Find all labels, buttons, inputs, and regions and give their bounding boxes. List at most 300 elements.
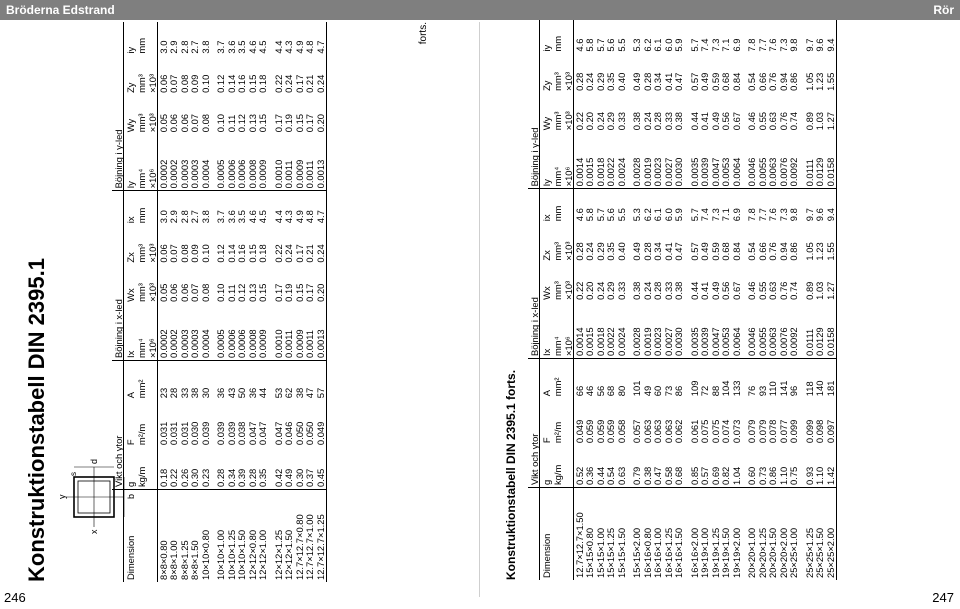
- table-row: [595, 20, 606, 580]
- dimension-cell: 19×19×2.00: [731, 488, 742, 581]
- value-cell: 0.54: [746, 72, 758, 91]
- column-header: ×10⁶: [146, 304, 158, 361]
- dimension-cell: 12×12×0.80: [247, 490, 258, 583]
- value-cell: 73: [663, 359, 674, 399]
- table-row: [284, 22, 295, 582]
- column-header: mm⁴: [135, 338, 147, 359]
- value-cell: 9.4: [825, 20, 836, 54]
- table-row: [585, 20, 596, 580]
- value-cell: 0.0019: [641, 157, 653, 187]
- value-cell: 9.8: [789, 189, 800, 223]
- dimension-cell: 15×15×1.25: [606, 488, 617, 581]
- value-cell: 0.0010: [272, 329, 284, 359]
- table-row: [731, 20, 742, 580]
- column-header: Wy: [540, 116, 552, 131]
- column-header: mm⁴: [551, 166, 563, 187]
- table-row: [700, 20, 711, 580]
- value-cell: 1.23: [814, 242, 826, 261]
- value-cell: 0.08: [199, 283, 211, 302]
- column-header: ×10³: [562, 223, 574, 262]
- value-cell: 0.0039: [699, 157, 711, 187]
- value-cell: 0.24: [283, 74, 295, 93]
- value-cell: 7.8: [746, 38, 758, 52]
- value-cell: 7.4: [699, 38, 711, 52]
- column-header: m²/m: [135, 423, 147, 446]
- value-cell: 0.0030: [673, 157, 685, 187]
- value-cell: 44: [258, 361, 269, 401]
- value-cell: 0.41: [662, 242, 674, 261]
- value-cell: 0.24: [315, 56, 326, 95]
- value-cell: 0.0011: [283, 330, 295, 359]
- value-cell: 0.34: [652, 72, 664, 91]
- value-cell: 0.24: [315, 225, 326, 264]
- value-cell: 6.9: [730, 38, 742, 52]
- dimension-cell: 19×19×1.00: [700, 488, 711, 581]
- group-header: Böjning i y-led: [112, 22, 124, 191]
- value-cell: 0.35: [605, 242, 617, 261]
- value-cell: 0.0002: [157, 159, 169, 189]
- value-cell: 0.28: [652, 281, 664, 300]
- value-cell: 0.55: [756, 111, 768, 131]
- value-cell: 0.84: [730, 242, 742, 261]
- value-cell: 0.76: [777, 111, 789, 131]
- table-row: [237, 22, 248, 582]
- dimension-cell: 10×10×1.50: [237, 490, 248, 583]
- column-header: mm³: [551, 281, 563, 300]
- column-header: ×10³: [146, 265, 158, 304]
- table1-title: Konstruktionstabell DIN 2395.1: [24, 258, 49, 582]
- table-row: [747, 20, 758, 580]
- column-header: g: [124, 481, 136, 487]
- table-row: [226, 22, 237, 582]
- value-cell: 1.05: [803, 72, 815, 91]
- value-cell: 53: [273, 361, 284, 401]
- value-cell: 50: [237, 361, 248, 401]
- value-cell: 0.33: [662, 281, 674, 300]
- value-cell: 0.12: [236, 113, 248, 133]
- value-cell: 0.20: [584, 281, 596, 300]
- value-cell: 0.078: [767, 419, 779, 444]
- value-cell: 0.28: [641, 242, 653, 261]
- value-cell: 0.0002: [168, 329, 180, 359]
- column-header: Dimension: [540, 488, 552, 581]
- table-row: [757, 20, 768, 580]
- column-header: Iy: [124, 181, 136, 189]
- value-cell: 0.29: [605, 281, 617, 300]
- value-cell: 0.35: [257, 468, 269, 487]
- value-cell: 0.22: [573, 281, 585, 300]
- continued-note: forts.: [418, 22, 429, 45]
- column-header: ×10³: [146, 95, 158, 134]
- value-cell: 0.0158: [825, 132, 836, 189]
- table-row: [606, 20, 617, 580]
- value-cell: 0.0011: [304, 330, 316, 359]
- value-cell: 1.27: [825, 263, 836, 302]
- value-cell: 0.15: [257, 283, 269, 302]
- dimension-cell: 8×8×0.80: [158, 490, 169, 583]
- table-row: [663, 20, 674, 580]
- column-header: mm²: [135, 361, 146, 401]
- value-cell: 0.047: [257, 421, 269, 446]
- column-header: mm⁴: [551, 336, 563, 357]
- value-cell: 9.6: [815, 189, 826, 223]
- value-cell: 0.52: [573, 466, 585, 485]
- value-cell: 0.0028: [631, 327, 643, 357]
- dimension-cell: 12×12×1.25: [273, 490, 284, 583]
- value-cell: 1.10: [777, 466, 789, 485]
- value-cell: 7.1: [720, 38, 732, 52]
- value-cell: 0.0018: [594, 157, 606, 187]
- value-cell: 0.0055: [756, 157, 768, 187]
- value-cell: 0.12: [236, 283, 248, 302]
- value-cell: 0.06: [168, 113, 180, 133]
- value-cell: 0.15: [246, 74, 258, 93]
- value-cell: 6.0: [662, 38, 674, 52]
- column-header: A: [124, 361, 136, 401]
- column-header: mm³: [551, 111, 563, 131]
- value-cell: 0.40: [615, 72, 627, 91]
- value-cell: 0.075: [709, 419, 721, 444]
- value-cell: 0.14: [225, 74, 237, 93]
- value-cell: 2.7: [189, 40, 201, 54]
- value-cell: 7.6: [767, 38, 779, 52]
- dimension-cell: 15×15×1.50: [616, 488, 627, 581]
- dimension-cell: 12.7×12.7×0.80: [294, 490, 305, 583]
- value-cell: 0.36: [584, 466, 596, 485]
- value-cell: 0.0015: [584, 327, 596, 357]
- value-cell: 0.84: [730, 72, 742, 91]
- table-row: [642, 20, 653, 580]
- column-header: mm³: [135, 243, 147, 263]
- value-cell: 38: [294, 361, 305, 401]
- value-cell: 0.14: [225, 244, 237, 263]
- value-cell: 0.10: [199, 244, 211, 263]
- value-cell: 4.5: [257, 40, 269, 54]
- dimension-cell: 25×25×2.00: [825, 488, 836, 581]
- value-cell: 33: [179, 361, 190, 401]
- value-cell: 0.0003: [178, 159, 190, 189]
- value-cell: 0.47: [673, 72, 685, 91]
- value-cell: 2.8: [179, 191, 190, 225]
- value-cell: 62: [284, 361, 295, 401]
- table-row: [689, 20, 700, 580]
- value-cell: 38: [190, 361, 201, 401]
- value-cell: 0.079: [756, 419, 768, 444]
- value-cell: 0.0053: [720, 157, 732, 187]
- value-cell: 6.2: [641, 38, 653, 52]
- value-cell: 0.38: [673, 281, 685, 300]
- value-cell: 0.0076: [777, 157, 789, 187]
- value-cell: 0.75: [788, 466, 800, 485]
- value-cell: 3.7: [216, 191, 227, 225]
- value-cell: 0.17: [304, 113, 316, 133]
- value-cell: 0.44: [688, 111, 700, 131]
- value-cell: 0.13: [246, 283, 258, 302]
- group-header: Vikt och ytor: [528, 359, 540, 488]
- value-cell: 0.10: [215, 283, 227, 302]
- table-row: [315, 22, 326, 582]
- value-cell: 0.049: [573, 419, 585, 444]
- value-cell: 0.0129: [814, 157, 826, 187]
- value-cell: 0.16: [236, 244, 248, 263]
- value-cell: 2.7: [190, 191, 201, 225]
- value-cell: 0.44: [688, 281, 700, 300]
- header-blank: [112, 490, 124, 583]
- value-cell: 0.0014: [573, 327, 585, 357]
- column-header: mm³: [551, 241, 563, 261]
- value-cell: 0.21: [304, 244, 316, 263]
- value-cell: 0.031: [168, 421, 180, 446]
- dimension-cell: 25×25×1.50: [815, 488, 826, 581]
- value-cell: 0.19: [283, 113, 295, 133]
- value-cell: 0.22: [272, 244, 284, 263]
- value-cell: 4.3: [283, 40, 295, 54]
- dimension-cell: 12.7×12.7×1.50: [574, 488, 585, 581]
- value-cell: 1.03: [814, 111, 826, 131]
- value-cell: 118: [804, 359, 815, 399]
- value-cell: 49: [642, 359, 653, 399]
- value-cell: 0.0014: [573, 157, 585, 187]
- value-cell: 80: [616, 359, 627, 399]
- value-cell: 3.5: [236, 40, 248, 54]
- dimension-cell: 15×15×0.80: [585, 488, 596, 581]
- value-cell: 0.17: [304, 283, 316, 302]
- value-cell: 0.05: [157, 113, 169, 133]
- value-cell: 56: [595, 359, 606, 399]
- dimension-cell: 8×8×1.25: [179, 490, 190, 583]
- value-cell: 0.20: [584, 111, 596, 131]
- value-cell: 5.7: [689, 189, 700, 223]
- value-cell: 0.0046: [746, 157, 758, 187]
- value-cell: 0.73: [756, 466, 768, 485]
- value-cell: 0.37: [304, 468, 316, 487]
- value-cell: 0.63: [767, 281, 779, 300]
- value-cell: 5.6: [606, 189, 617, 223]
- table-row: [169, 22, 180, 582]
- value-cell: 0.0013: [315, 134, 326, 191]
- value-cell: 0.0035: [688, 157, 700, 187]
- column-header: [551, 488, 562, 581]
- right-page-content: [502, 20, 922, 580]
- value-cell: 0.10: [215, 113, 227, 133]
- value-cell: 4.6: [574, 189, 585, 223]
- value-cell: 0.0046: [746, 327, 758, 357]
- table-row: [200, 22, 211, 582]
- table-row: [258, 22, 269, 582]
- value-cell: 7.4: [700, 189, 711, 223]
- dimension-cell: 8×8×1.50: [190, 490, 201, 583]
- value-cell: 4.3: [284, 191, 295, 225]
- value-cell: 0.059: [594, 419, 606, 444]
- value-cell: 0.24: [641, 281, 653, 300]
- value-cell: 0.21: [304, 74, 316, 93]
- value-cell: 0.15: [246, 244, 258, 263]
- value-cell: 5.6: [605, 38, 617, 52]
- value-cell: 0.039: [225, 421, 237, 446]
- value-cell: 1.23: [814, 72, 826, 91]
- column-header: Wy: [124, 118, 136, 133]
- table-row: [674, 20, 685, 580]
- value-cell: 0.49: [699, 242, 711, 261]
- value-cell: 0.44: [594, 466, 606, 485]
- value-cell: 0.17: [272, 283, 284, 302]
- value-cell: 0.077: [777, 419, 789, 444]
- dimension-cell: 20×20×1.50: [768, 488, 779, 581]
- value-cell: 60: [653, 359, 664, 399]
- left-page-content: [22, 22, 442, 582]
- column-header: Ix: [124, 350, 136, 359]
- value-cell: 5.3: [631, 38, 643, 52]
- value-cell: 0.0006: [236, 159, 248, 189]
- value-cell: 0.050: [304, 421, 316, 446]
- value-cell: 0.030: [189, 421, 201, 446]
- column-header: mm³: [135, 74, 147, 93]
- value-cell: 0.059: [584, 419, 596, 444]
- value-cell: 0.13: [246, 113, 258, 133]
- value-cell: 0.47: [673, 242, 685, 261]
- value-cell: 0.0009: [257, 329, 269, 359]
- dimension-cell: 25×25×1.00: [789, 488, 800, 581]
- value-cell: 0.18: [257, 74, 269, 93]
- value-cell: 0.0013: [315, 304, 326, 361]
- dimension-cell: 19×19×1.50: [721, 488, 732, 581]
- value-cell: 0.60: [746, 466, 758, 485]
- column-header: [562, 20, 574, 54]
- value-cell: 0.22: [573, 111, 585, 131]
- group-header: Vikt och ytor: [112, 361, 124, 490]
- value-cell: 0.28: [215, 468, 227, 487]
- value-cell: 96: [789, 359, 800, 399]
- value-cell: 0.07: [189, 283, 201, 302]
- dimension-cell: 16×16×1.50: [674, 488, 685, 581]
- value-cell: 5.5: [616, 189, 627, 223]
- value-cell: 0.49: [631, 72, 643, 91]
- table-row: [632, 20, 643, 580]
- table-row: [616, 20, 627, 580]
- value-cell: 0.0022: [605, 327, 617, 357]
- value-cell: 0.79: [631, 466, 643, 485]
- figure-label: y: [57, 494, 67, 499]
- table-row: [653, 20, 664, 580]
- value-cell: 0.30: [293, 468, 305, 487]
- value-cell: 0.057: [631, 419, 643, 444]
- value-cell: 0.63: [615, 466, 627, 485]
- value-cell: 0.06: [157, 244, 169, 263]
- table-row: [815, 20, 826, 580]
- value-cell: 0.058: [615, 419, 627, 444]
- value-cell: 0.0055: [756, 327, 768, 357]
- group-header: Böjning i x-led: [528, 189, 540, 359]
- value-cell: 1.04: [730, 466, 742, 485]
- value-cell: 3.8: [200, 191, 211, 225]
- value-cell: 93: [757, 359, 768, 399]
- value-cell: 0.59: [709, 242, 721, 261]
- value-cell: 0.0064: [730, 157, 742, 187]
- value-cell: 0.0028: [631, 157, 643, 187]
- value-cell: 0.079: [746, 419, 758, 444]
- value-cell: 0.08: [178, 74, 190, 93]
- value-cell: 4.8: [304, 40, 316, 54]
- figure-label: x: [89, 529, 99, 534]
- column-header: Wx: [540, 286, 552, 300]
- value-cell: 0.0047: [709, 327, 721, 357]
- value-cell: 0.26: [178, 468, 190, 487]
- value-cell: 0.85: [688, 466, 700, 485]
- value-cell: 5.7: [594, 38, 606, 52]
- column-header: mm²: [551, 359, 562, 399]
- value-cell: 5.9: [674, 189, 685, 223]
- value-cell: 7.3: [710, 189, 721, 223]
- value-cell: 0.68: [720, 72, 732, 91]
- value-cell: 0.35: [605, 72, 617, 91]
- value-cell: 4.9: [294, 191, 305, 225]
- value-cell: 7.3: [709, 38, 721, 52]
- value-cell: 0.15: [257, 113, 269, 133]
- header-publisher: Bröderna Edstrand: [6, 3, 115, 17]
- value-cell: 0.19: [283, 283, 295, 302]
- dimension-cell: 19×19×1.25: [710, 488, 721, 581]
- table-row: [294, 22, 305, 582]
- value-cell: 0.94: [777, 242, 789, 261]
- dimension-cell: 20×20×1.00: [747, 488, 758, 581]
- value-cell: 0.0064: [730, 327, 742, 357]
- value-cell: 5.7: [595, 189, 606, 223]
- value-cell: 0.031: [178, 421, 190, 446]
- value-cell: 0.28: [652, 111, 664, 131]
- group-header: Böjning i y-led: [528, 20, 540, 189]
- value-cell: 0.76: [777, 281, 789, 300]
- value-cell: 0.06: [178, 283, 190, 302]
- table-row: [721, 20, 732, 580]
- value-cell: 3.7: [215, 40, 227, 54]
- value-cell: 0.33: [615, 111, 627, 131]
- value-cell: 7.7: [756, 38, 768, 52]
- column-header: mm: [551, 35, 563, 52]
- value-cell: 43: [226, 361, 237, 401]
- table-row: [710, 20, 721, 580]
- figure-label: b: [126, 493, 136, 499]
- value-cell: 0.063: [641, 419, 653, 444]
- value-cell: 3.8: [199, 40, 211, 54]
- value-cell: 7.3: [778, 189, 789, 223]
- value-cell: 0.05: [157, 283, 169, 302]
- value-cell: 72: [700, 359, 711, 399]
- value-cell: 0.0039: [699, 327, 711, 357]
- table-row: [190, 22, 201, 582]
- column-header: [146, 22, 158, 56]
- value-cell: 1.10: [814, 466, 826, 485]
- value-cell: 23: [158, 361, 169, 401]
- column-header: mm: [135, 191, 146, 225]
- value-cell: 0.0002: [157, 329, 169, 359]
- value-cell: 0.0047: [709, 157, 721, 187]
- value-cell: 0.68: [720, 242, 732, 261]
- value-cell: 0.0053: [720, 327, 732, 357]
- value-cell: 0.0010: [272, 159, 284, 189]
- value-cell: 9.4: [825, 189, 836, 223]
- value-cell: 109: [689, 359, 700, 399]
- column-header: ×10³: [562, 93, 574, 132]
- value-cell: 5.8: [584, 38, 596, 52]
- value-cell: 0.046: [283, 421, 295, 446]
- value-cell: 2.8: [178, 40, 190, 54]
- value-cell: 0.54: [746, 242, 758, 261]
- column-header: A: [540, 359, 552, 399]
- value-cell: 0.76: [767, 72, 779, 91]
- value-cell: 0.0003: [178, 329, 190, 359]
- table-row: [273, 22, 284, 582]
- value-cell: 0.0024: [615, 157, 627, 187]
